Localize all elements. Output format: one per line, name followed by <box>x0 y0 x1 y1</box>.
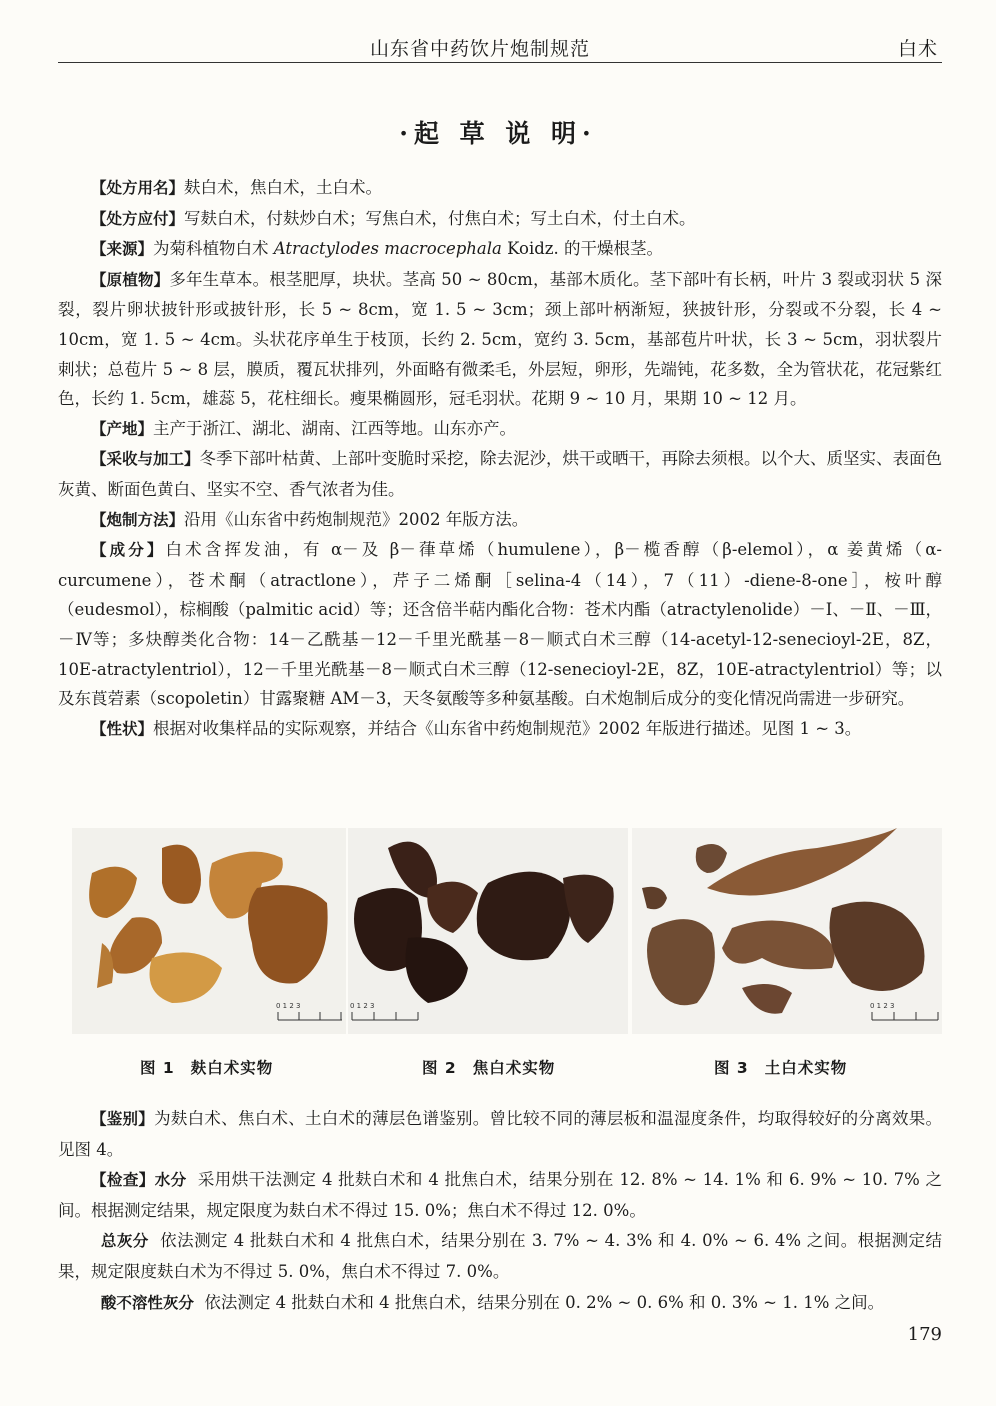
earth-fried-rhizome-image <box>632 828 942 1034</box>
running-header <box>58 30 942 63</box>
paragraph-origin: 【产地】主产于浙江、湖北、湖南、江西等地。山东亦产。 <box>91 418 517 438</box>
book-title: 山东省中药饮片炮制规范 <box>370 38 591 60</box>
figure-2-photo <box>348 828 628 1034</box>
paragraph-harvest: 【采收与加工】冬季下部叶枯黄、上部叶变脆时采挖，除去泥沙，烘干或晒干，再除去须根。以个大、质坚实、表面色灰黄、断面色黄白、坚实不空、香气浓者为佳。 <box>58 449 943 499</box>
paragraph-identification: 【鉴别】为麸白术、焦白术、土白术的薄层色谱鉴别。曾比较不同的薄层板和温湿度条件，均取得较好的分离效果。见图 4。 <box>58 1109 942 1159</box>
page-number: 179 <box>907 1324 942 1345</box>
scale-label: 0 1 2 3 <box>870 1002 895 1010</box>
figure-2-caption: 图 2 焦白术实物 <box>422 1059 556 1077</box>
figure-3-photo <box>632 828 942 1034</box>
paragraph-processing: 【炮制方法】沿用《山东省中药炮制规范》2002 年版方法。 <box>91 509 529 529</box>
section-title: 白术 <box>897 38 938 60</box>
paragraph-prescription-name: 【处方用名】麸白术，焦白术，土白术。 <box>91 178 383 197</box>
figure-1-photo <box>72 828 346 1034</box>
lower-text <box>58 1104 942 1318</box>
scale-ruler <box>870 1002 938 1020</box>
paragraph-components: 【成分】白术含挥发油，有 α－及 β－葎草烯（humulene），β－榄香醇（β-elemol），α 姜黄烯（α-curcumene），苍术酮（atractlone），芹子二烯酮［selina-4（14），7（11）-diene-8-one］，桉叶醇（eudesmol），棕榈酸（palmitic acid）等；还含倍半萜内酯化合物：苍术内酯（atractylenolide）－Ⅰ、－Ⅱ、－Ⅲ，－Ⅳ等；多炔醇类化合物：14－乙酰基－12－千里光酰基－8－顺式白术三醇（14-acetyl-12-senecioyl-2E，8Z，10E-atractylentriol），12－千里光酰基－8－顺式白术三醇（12-senecioyl-2E，8Z，10E-atractylentriol）等；以及东莨菪素（scopoletin）甘露聚糖 AM－3，天冬氨酸等多种氨基酸。白术炮制后成分的变化情况尚需进一步研究。 <box>58 540 942 709</box>
page-title: ·起 草 说 明· <box>399 119 597 148</box>
figure-1-caption: 图 1 麸白术实物 <box>140 1059 274 1077</box>
main-text <box>58 173 942 744</box>
figure-3-caption: 图 3 土白术实物 <box>714 1059 848 1077</box>
paragraph-source: 【来源】为菊科植物白术 Atractylodes macrocephala Koidz. 的干燥根茎。 <box>91 239 663 259</box>
paragraph-inspection-moisture: 【检查】水分 采用烘干法测定 4 批麸白术和 4 批焦白术，结果分别在 12. 8% ~ 14. 1% 和 6. 9% ~ 10. 7% 之间。根据测定结果，规定限度为麸白术不得过 15. 0%；焦白术不得过 12. 0%。 <box>58 1170 942 1220</box>
paragraph-characteristics: 【性状】根据对收集样品的实际观察，并结合《山东省中药炮制规范》2002 年版进行描述。见图 1 ~ 3。 <box>91 718 862 738</box>
scale-ruler <box>276 1002 342 1020</box>
paragraph-prescription-dispensing: 【处方应付】写麸白术，付麸炒白术；写焦白术，付焦白术；写土白术，付土白术。 <box>91 208 696 228</box>
charred-rhizome-image <box>348 828 628 1034</box>
scale-label: 0 1 2 3 <box>350 1002 375 1010</box>
paragraph-total-ash: 总灰分 依法测定 4 批麸白术和 4 批焦白术，结果分别在 3. 7% ~ 4. 3% 和 4. 0% ~ 6. 4% 之间。根据测定结果，规定限度麸白术为不得过 5. 0%，焦白术不得过 7. 0%。 <box>58 1231 942 1281</box>
bran-fried-rhizome-image <box>72 828 346 1034</box>
figure-row <box>72 828 942 1088</box>
latin-name: Atractylodes macrocephala <box>273 239 502 259</box>
scale-ruler <box>350 1002 418 1020</box>
paragraph-acid-insoluble-ash: 酸不溶性灰分 依法测定 4 批麸白术和 4 批焦白术，结果分别在 0. 2% ~ 0. 6% 和 0. 3% ~ 1. 1% 之间。 <box>100 1292 885 1312</box>
paragraph-original-plant: 【原植物】多年生草本。根茎肥厚，块状。茎高 50 ~ 80cm，基部木质化。茎下部叶有长柄，叶片 3 裂或羽状 5 深裂，裂片卵状披针形或披针形，长 5 ~ 8cm，宽 1. 5 ~ 3cm；颈上部叶柄渐短，狭披针形，分裂或不分裂，长 4 ~ 10cm，宽 1. 5 ~ 4cm。头状花序单生于枝顶，长约 2. 5cm，宽约 3. 5cm，基部苞片叶状，长 3 ~ 5cm，羽状裂片刺状；总苞片 5 ~ 8 层，膜质，覆瓦状排列，外面略有微柔毛，外层短，卵形，先端钝，花多数，全为管状花，花冠紫红色，长约 1. 5cm，雄蕊 5，花柱细长。瘦果椭圆形，冠毛羽状。花期 9 ~ 10 月，果期 10 ~ 12 月。 <box>58 269 942 409</box>
scale-label: 0 1 2 3 <box>276 1002 301 1010</box>
